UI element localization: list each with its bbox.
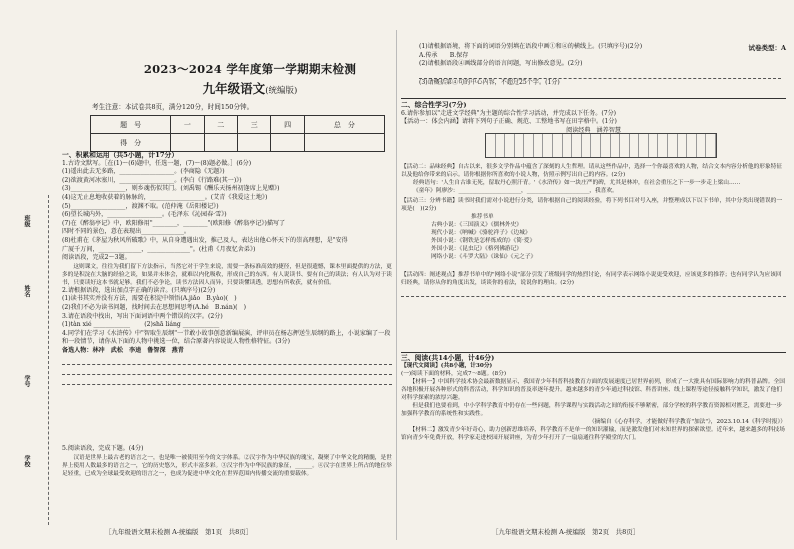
section-3-heading: 三、阅读(共14小题，计46分) xyxy=(401,354,495,362)
modern-reading-heading: 【现代文阅读】(共8小题，计30分) xyxy=(401,363,493,369)
q1-line: (8)杜甫在《茅屋为秋风所破歌》中，从自身遭遇出发，推己及人，表达出他心怀天下的崇高理想，是"安得 xyxy=(62,236,348,244)
subtitle-text: 九年级语文 xyxy=(202,81,266,96)
page-gutter xyxy=(396,30,397,540)
binding-cut-line xyxy=(48,195,49,525)
q1-line: (7)在《醉翁亭记》中，欧阳修用"________，________"(欧阳修《醉翁亭记》)描写了 xyxy=(62,219,286,227)
score-cell[interactable] xyxy=(237,134,270,152)
section-divider xyxy=(401,352,786,353)
q4-candidate-names: 备选人物：林冲 武松 李逵 鲁智深 燕青 xyxy=(62,346,184,354)
section-divider xyxy=(401,98,786,99)
section-3 xyxy=(401,354,786,442)
writing-grid[interactable] xyxy=(485,133,717,158)
q5-passage: 汉语是世界上最古老的语言之一，也是唯一被使用至今的文字体系。②汉字作为中华民族的瑰宝，凝聚了中华文化的精髓，是世界上使用人数最多的语言之一，它的历史悠久，形式丰富多彩。③汉字作为中华民族的象征，______。④汉字在世界上所占的地位举足轻重，已成为全球最受欢迎的语言之一，也成为促进中华文化在世界范围内传播交流的重要载体。 xyxy=(62,454,392,477)
score-cell: 总 分 xyxy=(304,116,384,134)
side-label-name: 姓名 xyxy=(23,285,30,297)
section-2 xyxy=(401,101,786,135)
activity-2-example-2: 《童年》阿廖沙：______________________，______________________，我喜欢。 xyxy=(413,188,618,194)
material-1: 【材料一】中国科学技术协会最新数据显示，我国青少年科普科技教育方面的发展速度已居世界前列，形成了一大批具有国际影响力的科普品牌。全国各地积极开展各种形式的科普活动，科学知识的普及率逐年提升。越来越多的青少年通过科技馆、科普讲座、线上课程等途径接触科学知识，激发了他们对科学探索的浓厚兴趣。 xyxy=(401,379,785,401)
side-label-school: 学校 xyxy=(23,455,30,467)
score-cell: 得 分 xyxy=(91,134,171,152)
answer-line[interactable] xyxy=(62,375,392,385)
q5-sub-3: (3)请概括第④句的中心内容，不超过25个字。(1分) xyxy=(419,78,560,86)
score-cell: 三 xyxy=(237,116,270,134)
q1-line: (5)__________________，渡渊不取。(范仲淹《岳阳楼记》) xyxy=(62,202,219,210)
q1-line: 广厦千万间，______________，______________"。(杜甫《月夜忆舍弟》) xyxy=(62,245,256,253)
q5-sub-1-options: A.传承 B.保存 xyxy=(419,51,469,59)
score-cell: 一 xyxy=(171,116,204,134)
q3-item: (2)shā liáng ____________ xyxy=(144,321,220,329)
q5-sub-1: (1)请根据语境，将下面的词语分别填在语段中画①和④的横线上。(只填序号)(2分) xyxy=(419,43,643,50)
subtitle-edition: (统编版) xyxy=(265,86,298,96)
answer-line[interactable] xyxy=(419,69,781,79)
question-1-stem: 1.古诗文默写。［在(1)～(6)题中，任选一题，(7)～(8)题必做。］(6分) xyxy=(62,159,252,167)
activity-3-subheading: 推荐书单 xyxy=(471,214,494,220)
q1-line: (4)这无止息地收获着的脉脉的，__________________。(艾青《我爱这土地》) xyxy=(62,193,268,201)
question-4-stem: 4.同学们在学习《水浒传》中"智取生辰纲"一节敢小故事创意新编展演，评审员在杨志押送生辰纲的路上，小说家编了一段和一段情节，请你从下面的人物中挑选一位，结合原著内容说说人物性格特征。(3分) xyxy=(62,329,391,346)
section-2-heading: 二、综合性学习(7分) xyxy=(401,101,467,109)
question-block-1 xyxy=(62,151,392,385)
footer-page-2: ［九年级语文期末检测 A-统编版 第2页 共8页］ xyxy=(492,528,640,536)
booklist-item: 外国小说：《昆虫记》《格列佛游记》 xyxy=(431,246,522,252)
paper-type: 试卷类型：A xyxy=(748,44,786,52)
activity-1: 【活动一：体会内涵】请将下列句子正确、规范、工整地书写在田字格中。(1分) xyxy=(401,118,617,126)
score-cell[interactable] xyxy=(204,134,237,152)
exam-subtitle xyxy=(150,79,350,97)
material-1-source: （摘编自《心存科学，才能做好科学教育"加法"》，2023.10.14《科学时报》） xyxy=(588,419,786,425)
q1-line: 四时不同的景色，意在表现出______________。 xyxy=(62,228,190,236)
exam-title: 2023～2024 学年度第一学期期末检测 xyxy=(143,62,357,76)
score-cell: 二 xyxy=(204,116,237,134)
section-2-activities xyxy=(401,163,786,297)
answer-line[interactable] xyxy=(62,355,392,365)
score-cell[interactable] xyxy=(304,134,384,152)
question-3-stem: 3.请在语段中找出，写出下面词语中两个错误的汉字。(2分) xyxy=(62,312,223,320)
answer-line[interactable] xyxy=(401,287,786,297)
score-cell[interactable] xyxy=(271,134,304,152)
q3-items xyxy=(62,321,392,330)
question-2-stem: 2.请根据语段，选出加点字正确的读音。(只填序号)(2分) xyxy=(62,286,216,294)
score-table-score-row xyxy=(91,134,385,152)
side-label-class: 班级 xyxy=(23,215,30,227)
score-table xyxy=(90,115,385,152)
booklist-item: 古典小说：《三国演义》《儒林外史》 xyxy=(431,222,522,228)
q2-item: (2)我们不必为读书问题，找时间去在思想间思考(A.hé B.nán)( ) xyxy=(62,303,246,311)
reading-1-heading: (一)阅读下面的材料，完成7～8题。(8分) xyxy=(401,371,507,377)
exam-note: 考生注意：本试卷共8页，满分120分，时间150分钟。 xyxy=(92,103,254,111)
score-cell[interactable] xyxy=(171,134,204,152)
activity-4: 【活动四：阐述观点】推荐书单中的"网络小说"部分引发了班级同学的热烈讨论，有同学表示网络小说更受欢迎，应该更多的推荐；也有同学认为应该回归经典，请你从你的角度出发，谈谈你的看法，说说你的理由。(2分) xyxy=(401,272,782,286)
material-2: 【材料二】激发青少年好奇心，助力创新思维培养，科学教育不是单一的知识灌输，而是激发他们对未知世界的探索欲望。近年来，越来越多的科技场馆向青少年免费开放，科学家走进校园开展讲座，为青少年打开了一扇扇通往科学殿堂的大门。 xyxy=(401,427,785,441)
activity-2: 【活动二：品味经典】自古以来，很多文学作品中蕴含了深刻的人生哲理。请从这些作品中，选择一个你最喜欢的人物，结合文本内容分析他的形象特征以及他给你带来的启示。请你根据你所喜欢的小说人物，仿照示例写出自己的内容。(2分) xyxy=(401,164,783,178)
q5-sub-2: (2)请根据语段④画线部分的语言问题，写出修改意见。(2分) xyxy=(419,60,583,68)
q1-line: (2)欲渡黄河冰塞川，__________________。(李白《行路难(其一)》) xyxy=(62,176,242,184)
answer-line[interactable] xyxy=(62,365,392,375)
question-5-continued xyxy=(419,43,781,87)
reading-heading: 阅读语段，完成2～3题。 xyxy=(62,254,131,262)
q1-line: (1)遥出此去无多路，__________________。(李商隐《无题》) xyxy=(62,168,225,176)
question-block-5 xyxy=(62,445,392,478)
side-label-number: 学号 xyxy=(23,375,30,387)
page-2 xyxy=(397,0,794,549)
material-1-more: 但是我们也要看到，中小学科学教育中仍存在一些问题，科学课程与实践活动之间的衔接不够紧密，部分学校的科学教育资源相对匮乏，需要进一步加强科学教育的系统性和实践性。 xyxy=(401,403,783,417)
score-cell: 四 xyxy=(271,116,304,134)
question-5-stem: 5.阅读语段，完成下题。(4分) xyxy=(62,445,144,452)
q1-line: (6)望长城内外，__________________。(毛泽东《沁园春·雪》) xyxy=(62,211,227,219)
activity-2-example: 经典语句：'人生自古谁无死，留取丹心照汗青。'《水浒传》如一块庄严的碑，尤其是林冲，在社会重压之下一步一步走上梁山…… xyxy=(413,180,741,186)
q1-line: (3)__________________，则乡魂伤似其门。(刘禹锡《酬乐天扬州初逢席上见赠》) xyxy=(62,185,280,193)
score-table-header-row xyxy=(91,116,385,134)
footer-page-1: ［九年级语文期末检测 A-统编版 第1页 共8页］ xyxy=(105,528,253,536)
question-6-stem: 6.请你参加以"走进文学经典"为主题的综合性学习活动，并完成以下任务。(7分) xyxy=(401,109,617,117)
q3-item: (1)tàn xié ____________ xyxy=(62,321,131,329)
reading-passage: 这则课文，往往为我们留下方法指示，当然它对于学生来说，需要一条标准高效的捷径，但是很遗憾，课本里面提供的方法，更多的是积淀在大脑的经验之谈，如果并未体会，就难以内化吸收，形成自己的东西。有人说读书、要有自己的读法；有人认为对于读书，只要读好这本书就足够。我们不必争论，读书方法因人而异，只要读懂读透，思想有所收获，就有价值。 xyxy=(62,263,392,286)
activity-1-text: 阅读经典 涵养智慧 xyxy=(566,126,621,134)
booklist-item: 网络小说：《斗罗大陆》《诛仙》《元之子》 xyxy=(431,254,537,260)
booklist-item: 现代小说：《呐喊》《骆驼祥子》《边城》 xyxy=(431,230,531,236)
score-cell: 题 号 xyxy=(91,116,171,134)
booklist-item: 外国小说：《钢铁是怎样炼成的》《简·爱》 xyxy=(431,238,536,244)
q2-item: (1)读书其实并没有方法，需要在积淀中领悟(A.jiǎo B.yào)( ) xyxy=(62,295,237,303)
section-1-heading: 一、积累和运用（共5小题，计17分） xyxy=(62,151,179,159)
activity-3: 【活动三：分辨书籍】读书时我们需对小说进行分类，请你根据自己的阅读经验，将下列书目对号入座，并整理成以下以下书单，其中分类出现错误的一项是( )(2分) xyxy=(401,198,783,212)
